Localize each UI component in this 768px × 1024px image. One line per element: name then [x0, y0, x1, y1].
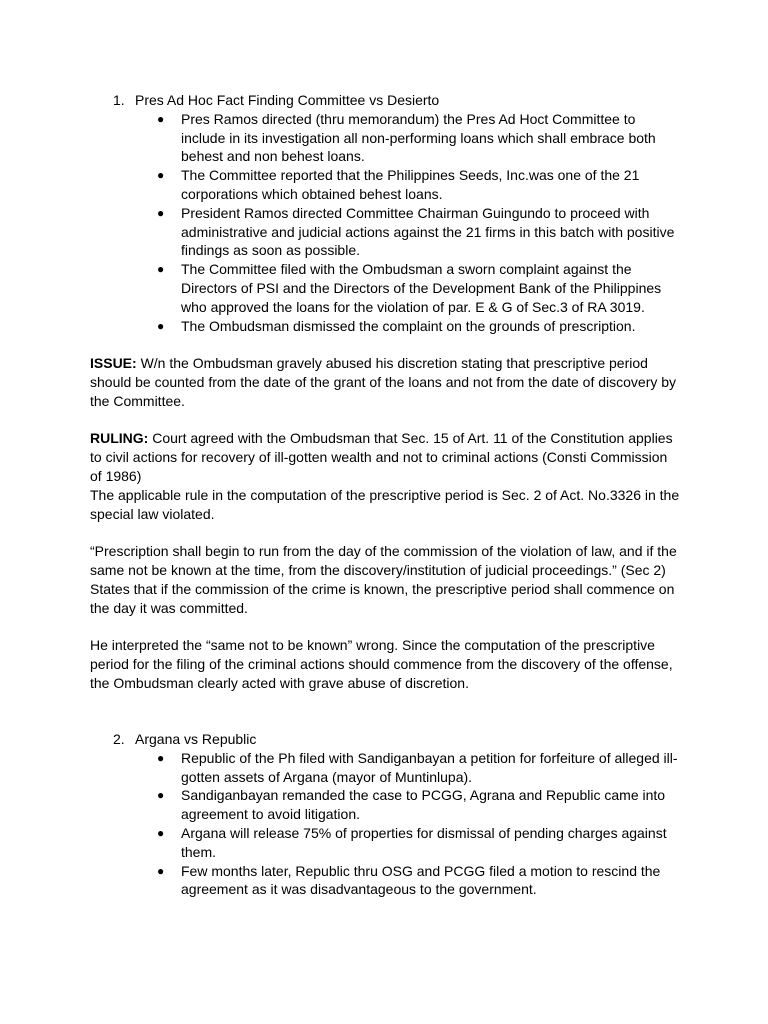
case-2-number: 2.: [113, 731, 125, 748]
case-1-number: 1.: [113, 92, 125, 108]
bullet-icon: ●: [157, 318, 165, 333]
ruling-paragraph: [90, 429, 682, 485]
case-2-heading: [90, 730, 682, 749]
list-item-text: President Ramos directed Committee Chairman Guingundo to proceed with administrative and judicial actions against the 21 firms in this batch with positive findings as soon as possible.: [181, 204, 675, 259]
case-1: [90, 91, 682, 335]
list-item-text: Argana will release 75% of properties for dismissal of pending charges against them.: [181, 825, 667, 860]
issue-paragraph: [90, 354, 682, 410]
case-2: [90, 730, 682, 899]
list-item: [90, 204, 682, 260]
spacer: [90, 617, 682, 636]
list-item: [90, 110, 682, 166]
quote-paragraph: “Prescription shall begin to run from the day of the commission of the violation of law, and if the same not be known at the time, from the discovery/institution of judicial proceedings.” (Sec 2) States that if the commission of the crime is known, the prescriptive period shall commence on the day it was committed.: [90, 543, 677, 616]
ruling-label: RULING:: [90, 430, 149, 447]
case-2-facts-list: [90, 749, 682, 899]
bullet-icon: ●: [157, 826, 165, 841]
case-1-title: Pres Ad Hoc Fact Finding Committee vs Desierto: [135, 92, 440, 108]
document-body: [90, 91, 682, 899]
applicable-rule-paragraph: The applicable rule in the computation of the prescriptive period is Sec. 2 of Act. No.3326 in the special law violated.: [90, 486, 680, 522]
case-2-title: Argana vs Republic: [135, 731, 257, 748]
bullet-icon: ●: [157, 863, 165, 878]
list-item-text: Sandiganbayan remanded the case to PCGG, Agrana and Republic came into agreement to avoid litigation.: [181, 787, 666, 823]
bullet-icon: ●: [157, 750, 165, 765]
list-item: [90, 260, 682, 316]
list-item: [90, 862, 682, 900]
list-item-text: The Ombudsman dismissed the complaint on the grounds of prescription.: [181, 317, 636, 334]
list-item-text: The Committee reported that the Philippines Seeds, Inc.was one of the 21 corporations which obtained behest loans.: [181, 167, 640, 202]
list-item-text: Republic of the Ph filed with Sandiganbayan a petition for forfeiture of alleged ill-gotten assets of Argana (mayor of Muntinlupa).: [181, 749, 678, 785]
list-item-text: The Committee filed with the Ombudsman a sworn complaint against the Directors of PSI and the Directors of the Development Bank of the Philippines who approved the loans for the violation of par. E & G of Sec.3 of RA 3019.: [181, 261, 662, 315]
ruling-text: Court agreed with the Ombudsman that Sec. 15 of Art. 11 of the Constitution applies to civil actions for recovery of ill-gotten wealth and not to criminal actions (Consti Commission of 1986): [90, 430, 673, 484]
spacer: [90, 411, 682, 430]
bullet-icon: ●: [157, 111, 165, 126]
issue-text: W/n the Ombudsman gravely abused his discretion stating that prescriptive period should be counted from the date of the grant of the loans and not from the date of discovery by the Committee.: [90, 355, 677, 409]
list-item: [90, 824, 682, 862]
bullet-icon: ●: [157, 205, 165, 220]
bullet-icon: ●: [157, 168, 165, 183]
issue-label: ISSUE:: [90, 355, 137, 372]
list-item: [90, 749, 682, 787]
case-1-heading: [90, 91, 682, 110]
bullet-icon: ●: [157, 788, 165, 803]
interpretation-paragraph: He interpreted the “same not to be known” wrong. Since the computation of the prescriptive period for the filing of the criminal actions should commence from the discovery of the offense, the Ombudsman clearly acted with grave abuse of discretion.: [90, 637, 673, 691]
list-item: [90, 166, 682, 204]
list-item: [90, 786, 682, 824]
bullet-icon: ●: [157, 262, 165, 277]
list-item-text: Pres Ramos directed (thru memorandum) the Pres Ad Hoct Committee to include in its investigation all non-performing loans which shall embrace both behest and non behest loans.: [181, 110, 656, 165]
spacer: [90, 523, 682, 542]
list-item: [90, 317, 682, 336]
list-item-text: Few months later, Republic thru OSG and PCGG filed a motion to rescind the agreement as it was disadvantageous to the government.: [181, 862, 661, 898]
spacer: [90, 335, 682, 354]
case-1-facts-list: [90, 110, 682, 336]
spacer: [90, 693, 682, 731]
